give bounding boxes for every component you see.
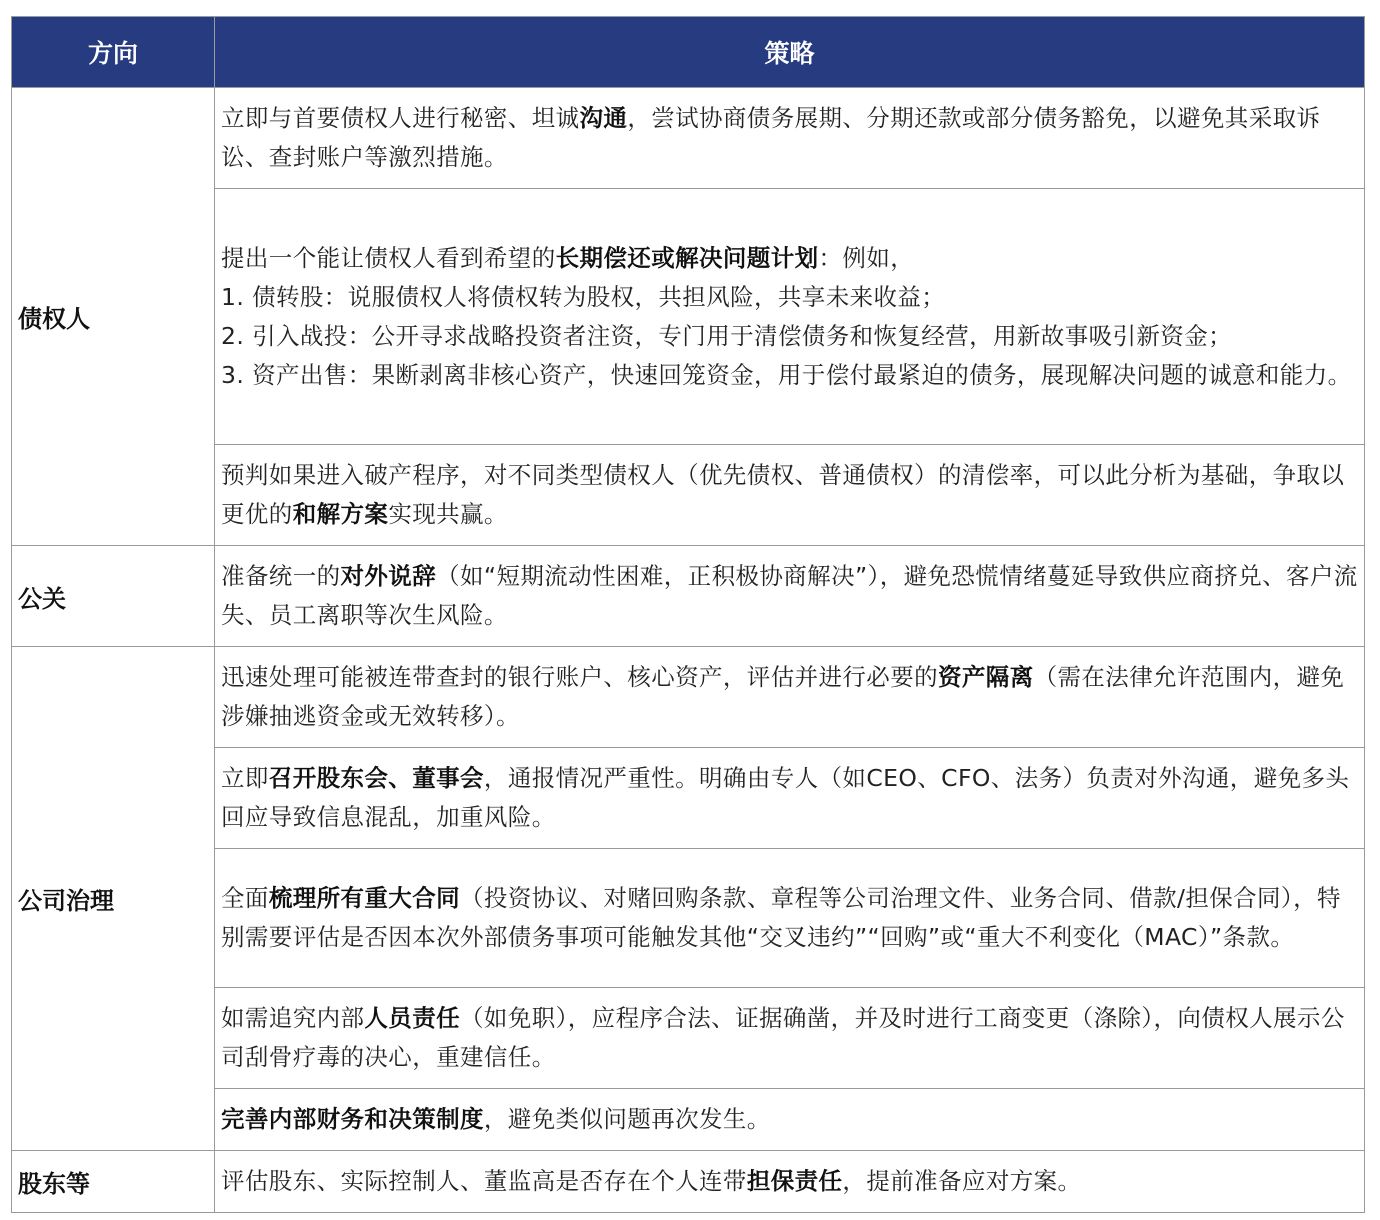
strategy-text: 预判如果进入破产程序，对不同类型债权人（优先债权、普通债权）的清偿率，可以此分析为基础，争取以更优的: [221, 461, 1345, 528]
strategy-table: [11, 16, 1365, 1213]
strategy-cell: [215, 647, 1365, 748]
strategy-text: ，通报情况严重性。明确由专人（如CEO、CFO、法务）负责对外沟通，避免多头回应导致信息混乱，加重风险。: [221, 764, 1350, 831]
strategy-text: （如免职），应程序合法、证据确凿，并及时进行工商变更（涤除），向债权人展示公司刮骨疗毒的决心，重建信任。: [221, 1004, 1345, 1071]
strategy-cell: [215, 748, 1365, 849]
header-direction: 方向: [12, 17, 215, 88]
strategy-text: 提出一个能让债权人看到希望的: [221, 243, 556, 272]
table-row: [12, 546, 1365, 647]
strategy-cell: [215, 88, 1365, 189]
strategy-text: 如需追究内部: [221, 1004, 365, 1032]
strategy-text: 全面: [221, 884, 269, 912]
strategy-keyword: 梳理所有重大合同: [268, 884, 461, 912]
table-row: [12, 88, 1365, 189]
list-item: 1. 债转股：说服债权人将债权转为股权，共担风险，共享未来收益；: [221, 282, 946, 311]
strategy-cell: [215, 1089, 1365, 1151]
strategy-cell: [215, 546, 1365, 647]
strategy-text: （如“短期流动性困难，正积极协商解决”），避免恐慌情绪蔓延导致供应商挤兑、客户流失、员工离职等次生风险。: [221, 562, 1358, 629]
strategy-keyword: 对外说辞: [340, 562, 437, 590]
strategy-text: 迅速处理可能被连带查封的银行账户、核心资产，评估并进行必要的: [221, 663, 938, 691]
strategy-keyword: 担保责任: [746, 1167, 843, 1195]
strategy-keyword: 人员责任: [364, 1004, 461, 1032]
strategy-text: ，提前准备应对方案。: [842, 1167, 1082, 1195]
table-row: [12, 1151, 1365, 1213]
strategy-cell: [215, 849, 1365, 988]
header-strategy: 策略: [215, 17, 1365, 88]
table-row: [12, 1089, 1365, 1151]
strategy-keyword: 资产隔离: [938, 663, 1034, 691]
strategy-text: 准备统一的: [221, 562, 341, 590]
direction-creditor: 债权人: [12, 88, 215, 546]
list-item: 2. 引入战投：公开寻求战略投资者注资，专门用于清偿债务和恢复经营，用新故事吸引新资金；: [221, 321, 1232, 350]
strategy-text: （需在法律允许范围内，避免涉嫌抽逃资金或无效转移）。: [221, 663, 1345, 730]
table-row: [12, 849, 1365, 988]
strategy-table-container: [11, 16, 1364, 1213]
strategy-keyword: 长期偿还或解决问题计划: [555, 243, 819, 272]
direction-governance: 公司治理: [12, 647, 215, 1151]
table-row: [12, 748, 1365, 849]
table-row: [12, 647, 1365, 748]
strategy-text: 实现共赢。: [388, 500, 508, 528]
strategy-keyword: 沟通: [579, 104, 628, 132]
strategy-cell: [215, 1151, 1365, 1213]
table-row: [12, 988, 1365, 1089]
table-row: [12, 445, 1365, 546]
header-row: [12, 17, 1365, 88]
strategy-cell: [215, 988, 1365, 1089]
strategy-cell: [215, 445, 1365, 546]
strategy-text: 立即: [221, 764, 269, 792]
strategy-text: 评估股东、实际控制人、董监高是否存在个人连带: [221, 1167, 747, 1195]
table-row: [12, 189, 1365, 445]
strategy-text: ，避免类似问题再次发生。: [483, 1105, 771, 1133]
direction-pr: 公关: [12, 546, 215, 647]
strategy-keyword: 和解方案: [292, 500, 389, 528]
strategy-text: （投资协议、对赌回购条款、章程等公司治理文件、业务合同、借款/担保合同），特别需要评估是否因本次外部债务事项可能触发其他“交叉违约”“回购”或“重大不利变化（MAC）”条款。: [221, 884, 1341, 951]
strategy-keyword: 完善内部财务和决策制度: [221, 1105, 484, 1133]
strategy-text: 立即与首要债权人进行秘密、坦诚: [221, 104, 580, 132]
strategy-keyword: 召开股东会、董事会: [268, 764, 484, 792]
strategy-text: ：例如，: [818, 243, 915, 272]
strategy-cell: [215, 189, 1365, 445]
strategy-text: ，尝试协商债务展期、分期还款或部分债务豁免，以避免其采取诉讼、查封账户等激烈措施。: [221, 104, 1321, 171]
direction-shareholders: 股东等: [12, 1151, 215, 1213]
list-item: 3. 资产出售：果断剥离非核心资产，快速回笼资金，用于偿付最紧迫的债务，展现解决问题的诚意和能力。: [221, 360, 1352, 389]
